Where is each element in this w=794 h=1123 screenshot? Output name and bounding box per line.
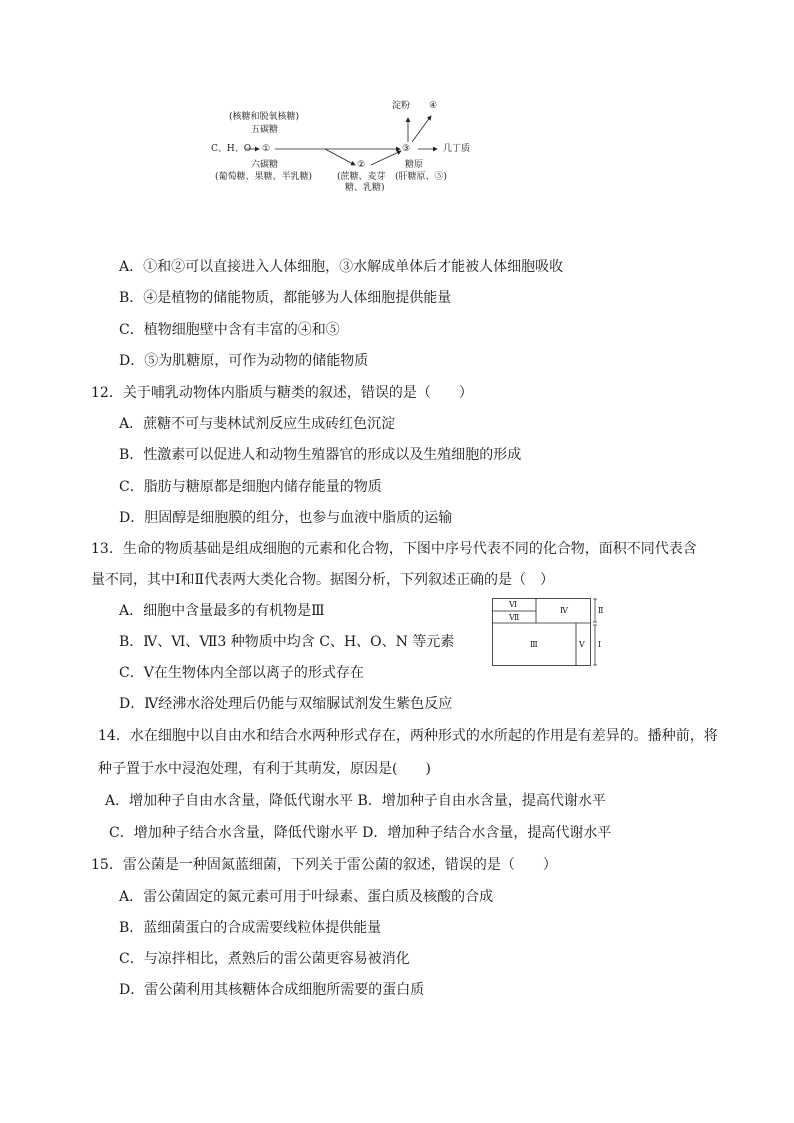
q11-option-b: B．④是植物的储能物质，都能够为人体细胞提供能量 xyxy=(119,290,452,306)
starch-label: 淀粉 xyxy=(392,101,411,111)
q11-option-a: A．①和②可以直接进入人体细胞，③水解成单体后才能被人体细胞吸收 xyxy=(119,259,564,275)
number-3: ③ xyxy=(402,144,411,154)
q11-option-d: D．⑤为肌糖原，可作为动物的储能物质 xyxy=(119,353,369,369)
compound-area-diagram xyxy=(492,598,608,668)
number-1: ① xyxy=(262,144,271,154)
q12-option-b: B．性激素可以促进人和动物生殖器官的形成以及生殖细胞的形成 xyxy=(119,447,522,463)
q13-option-a: A．细胞中含量最多的有机物是Ⅲ xyxy=(119,603,325,619)
disaccharide-note-2: 糖、乳糖) xyxy=(345,183,385,193)
chitin-label: 几丁质 xyxy=(443,144,471,154)
q13-option-b: B．Ⅳ、Ⅵ、Ⅶ3 种物质中均含 C、H、O、N 等元素 xyxy=(119,634,455,650)
box-label-iv: Ⅳ xyxy=(560,606,568,615)
glycogen-note: (肝糖原、⑤) xyxy=(395,172,448,182)
q15-option-a: A．雷公菌固定的氮元素可用于叶绿素、蛋白质及核酸的合成 xyxy=(119,889,494,905)
q11-option-c: C．植物细胞壁中含有丰富的④和⑤ xyxy=(119,322,340,338)
q12-option-a: A．蔗糖不可与斐林试剂反应生成砖红色沉淀 xyxy=(119,416,396,432)
hexose-label: 六碳糖 xyxy=(251,160,279,170)
arrow-2-to-3 xyxy=(371,151,401,165)
box-label-i: Ⅰ xyxy=(598,640,602,649)
q13-stem-line-2: 量不同，其中Ⅰ和Ⅱ代表两大类化合物。据图分析，下列叙述正确的是（ ） xyxy=(91,572,555,588)
box-label-ii: Ⅱ xyxy=(598,606,604,615)
carbohydrate-classification-diagram xyxy=(205,98,505,193)
q15-option-c: C．与凉拌相比，煮熟后的雷公菌更容易被消化 xyxy=(119,951,410,967)
disaccharide-note-1: (蔗糖、麦芽 xyxy=(337,172,386,182)
box-label-vi: Ⅵ xyxy=(509,600,518,609)
q15-option-b: B．蓝细菌蛋白的合成需要线粒体提供能量 xyxy=(119,920,382,936)
q13-option-c: C．Ⅴ在生物体内全部以离子的形式存在 xyxy=(119,665,364,681)
q15-stem: 15．雷公菌是一种固氮蓝细菌，下列关于雷公菌的叙述，错误的是（ ） xyxy=(91,857,557,873)
box-label-v: Ⅴ xyxy=(579,640,585,649)
arrow-to-2 xyxy=(325,149,355,165)
q14-options-line-1: A．增加种子自由水含量，降低代谢水平 B．增加种子自由水含量，提高代谢水平 xyxy=(105,793,606,809)
q12-option-c: C．脂肪与糖原都是细胞内储存能量的物质 xyxy=(119,479,382,495)
number-2: ② xyxy=(357,160,366,170)
q12-stem: 12．关于哺乳动物体内脂质与糖类的叙述，错误的是（ ） xyxy=(91,385,473,401)
q15-option-d: D．雷公菌利用其核糖体合成细胞所需要的蛋白质 xyxy=(119,982,425,998)
q14-stem-line-1: 14．水在细胞中以自由水和结合水两种形式存在，两种形式的水所起的作用是有差异的。播种前，将 xyxy=(98,728,718,744)
glycogen-label: 糖原 xyxy=(405,160,424,170)
box-label-iii: Ⅲ xyxy=(530,640,538,649)
q12-option-d: D．胆固醇是细胞膜的组分，也参与血液中脂质的运输 xyxy=(119,510,453,526)
q13-stem-line-1: 13．生命的物质基础是组成细胞的元素和化合物，下图中序号代表不同的化合物，面积不同代表含 xyxy=(91,541,697,557)
elements-label: C、H、O xyxy=(211,144,252,154)
q13-option-d: D．Ⅳ经沸水浴处理后仍能与双缩脲试剂发生紫色反应 xyxy=(119,696,453,712)
arrow-3-to-4 xyxy=(412,116,431,142)
hexose-note: (葡萄糖、果糖、半乳糖) xyxy=(215,172,313,182)
q14-options-line-2: C．增加种子结合水含量，降低代谢水平 D．增加种子结合水含量，提高代谢水平 xyxy=(109,825,612,841)
box-label-vii: Ⅶ xyxy=(509,613,520,622)
pentose-label: 五碳糖 xyxy=(251,125,279,135)
pentose-note: (核糖和脱氧核糖) xyxy=(229,112,300,122)
number-4: ④ xyxy=(429,101,438,111)
q14-stem-line-2: 种子置于水中浸泡处理，有利于其萌发，原因是( ) xyxy=(98,761,431,777)
